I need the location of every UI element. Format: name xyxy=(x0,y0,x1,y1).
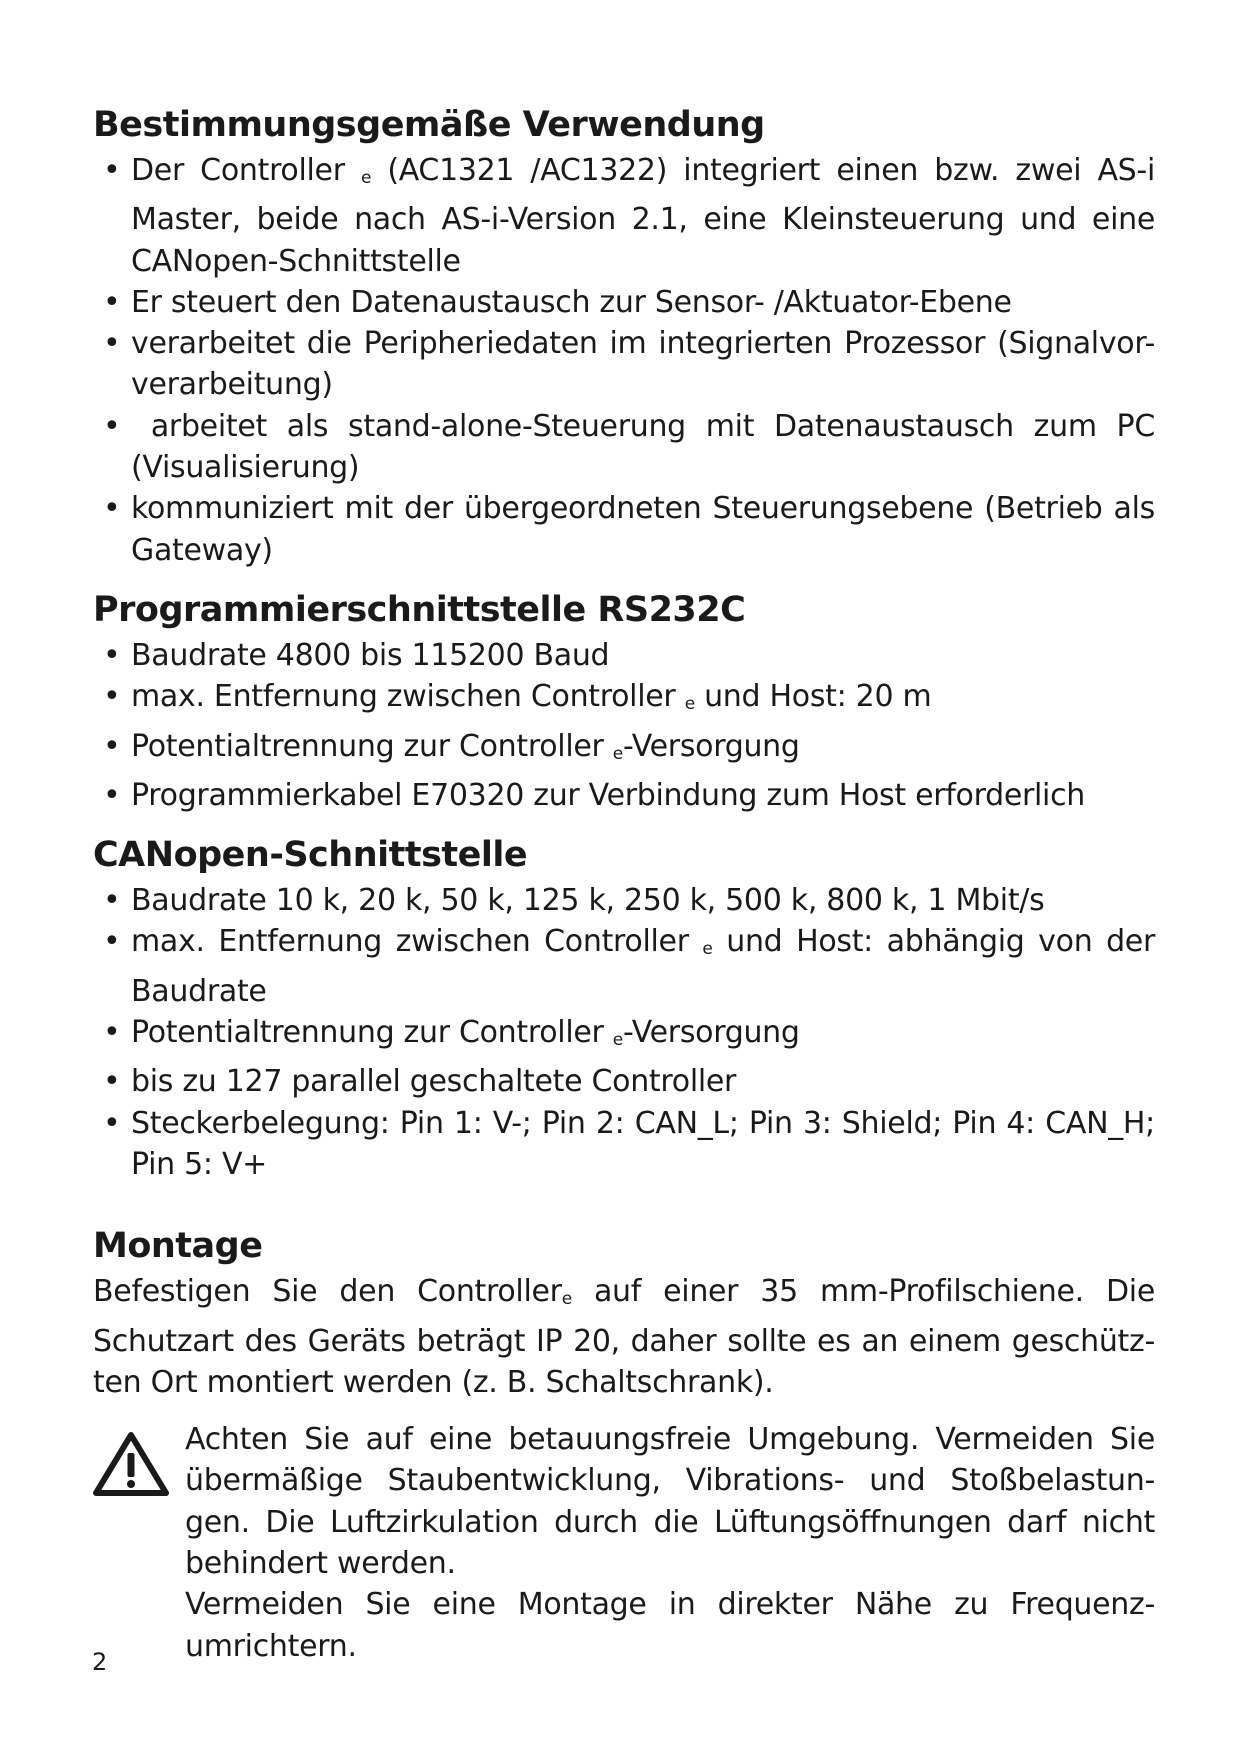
section-canopen-schnittstelle xyxy=(93,830,1155,1185)
bullet-list xyxy=(93,880,1155,1185)
warning-triangle-icon xyxy=(93,1419,185,1667)
list-item: • Baudrate 10 k, 20 k, 50 k, 125 k, 250 k, 500 k, 800 k, 1 Mbit/s xyxy=(93,880,1155,921)
section-heading: Programmierschnittstelle RS232C xyxy=(93,589,746,630)
page-number: 2 xyxy=(92,1648,108,1676)
list-item: • kommuniziert mit der übergeordneten Steuerungsebene (Betrieb als Gateway) xyxy=(93,488,1155,571)
list-item: • bis zu 127 parallel geschaltete Controller xyxy=(93,1061,1155,1102)
section-bestimmungsgemaesse-verwendung xyxy=(93,100,1155,571)
section-programmierschnittstelle xyxy=(93,585,1155,816)
list-item: • max. Entfernung zwischen Controller e und Host: abhängig von der Baudrate xyxy=(93,921,1155,1012)
montage-paragraph: Befestigen Sie den Controllere auf einer 35 mm-Profilschiene. Die Schutzart des Geräts beträgt IP 20, daher sollte es an einem geschütz- ten Ort montiert werden (z. B. Schaltschrank). xyxy=(93,1274,1155,1400)
list-item: • Der Controller e (AC1321 /AC1322) integriert einen bzw. zwei AS-i Master, beide nach AS-i-Version 2.1, eine Kleinsteuerung und eine CANopen-Schnittstelle xyxy=(93,150,1155,282)
list-item: • Steckerbelegung: Pin 1: V-; Pin 2: CAN_L; Pin 3: Shield; Pin 4: CAN_H; Pin 5: V+ xyxy=(93,1103,1155,1186)
list-item: • Potentialtrennung zur Controller e-Versorgung xyxy=(93,726,1155,775)
warning-paragraph: Vermeiden Sie eine Montage in direkter Nähe zu Frequenz- umrichtern. xyxy=(185,1587,1155,1664)
section-heading: CANopen-Schnittstelle xyxy=(93,835,528,876)
document-page xyxy=(93,100,1155,1667)
list-item: • max. Entfernung zwischen Controller e und Host: 20 m xyxy=(93,676,1155,725)
section-heading: Bestimmungsgemäße Verwendung xyxy=(93,105,765,145)
bullet-list xyxy=(93,635,1155,816)
list-item: • Programmierkabel E70320 zur Verbindung zum Host erforderlich xyxy=(93,775,1155,816)
section-montage xyxy=(93,1221,1155,1667)
list-item: • arbeitet als stand-alone-Steuerung mit Datenaustausch zum PC (Visualisierung) xyxy=(93,406,1155,489)
warning-block xyxy=(93,1419,1155,1667)
bullet-list xyxy=(93,150,1155,571)
list-item: • verarbeitet die Peripheriedaten im integrierten Prozessor (Signalvor- verarbeitung) xyxy=(93,323,1155,406)
list-item: • Baudrate 4800 bis 115200 Baud xyxy=(93,635,1155,676)
warning-paragraph: Achten Sie auf eine betauungsfreie Umgebung. Vermeiden Sie übermäßige Staubentwicklung, Vibrations- und Stoßbelastun- gen. Die Luftzirkulation durch die Lüftungsöffnungen darf nicht behindert werden. xyxy=(185,1422,1155,1582)
list-item: • Er steuert den Datenaustausch zur Sensor- /Aktuator-Ebene xyxy=(93,282,1155,323)
section-heading: Montage xyxy=(93,1226,263,1267)
warning-text xyxy=(185,1419,1155,1667)
list-item: • Potentialtrennung zur Controller e-Versorgung xyxy=(93,1012,1155,1061)
